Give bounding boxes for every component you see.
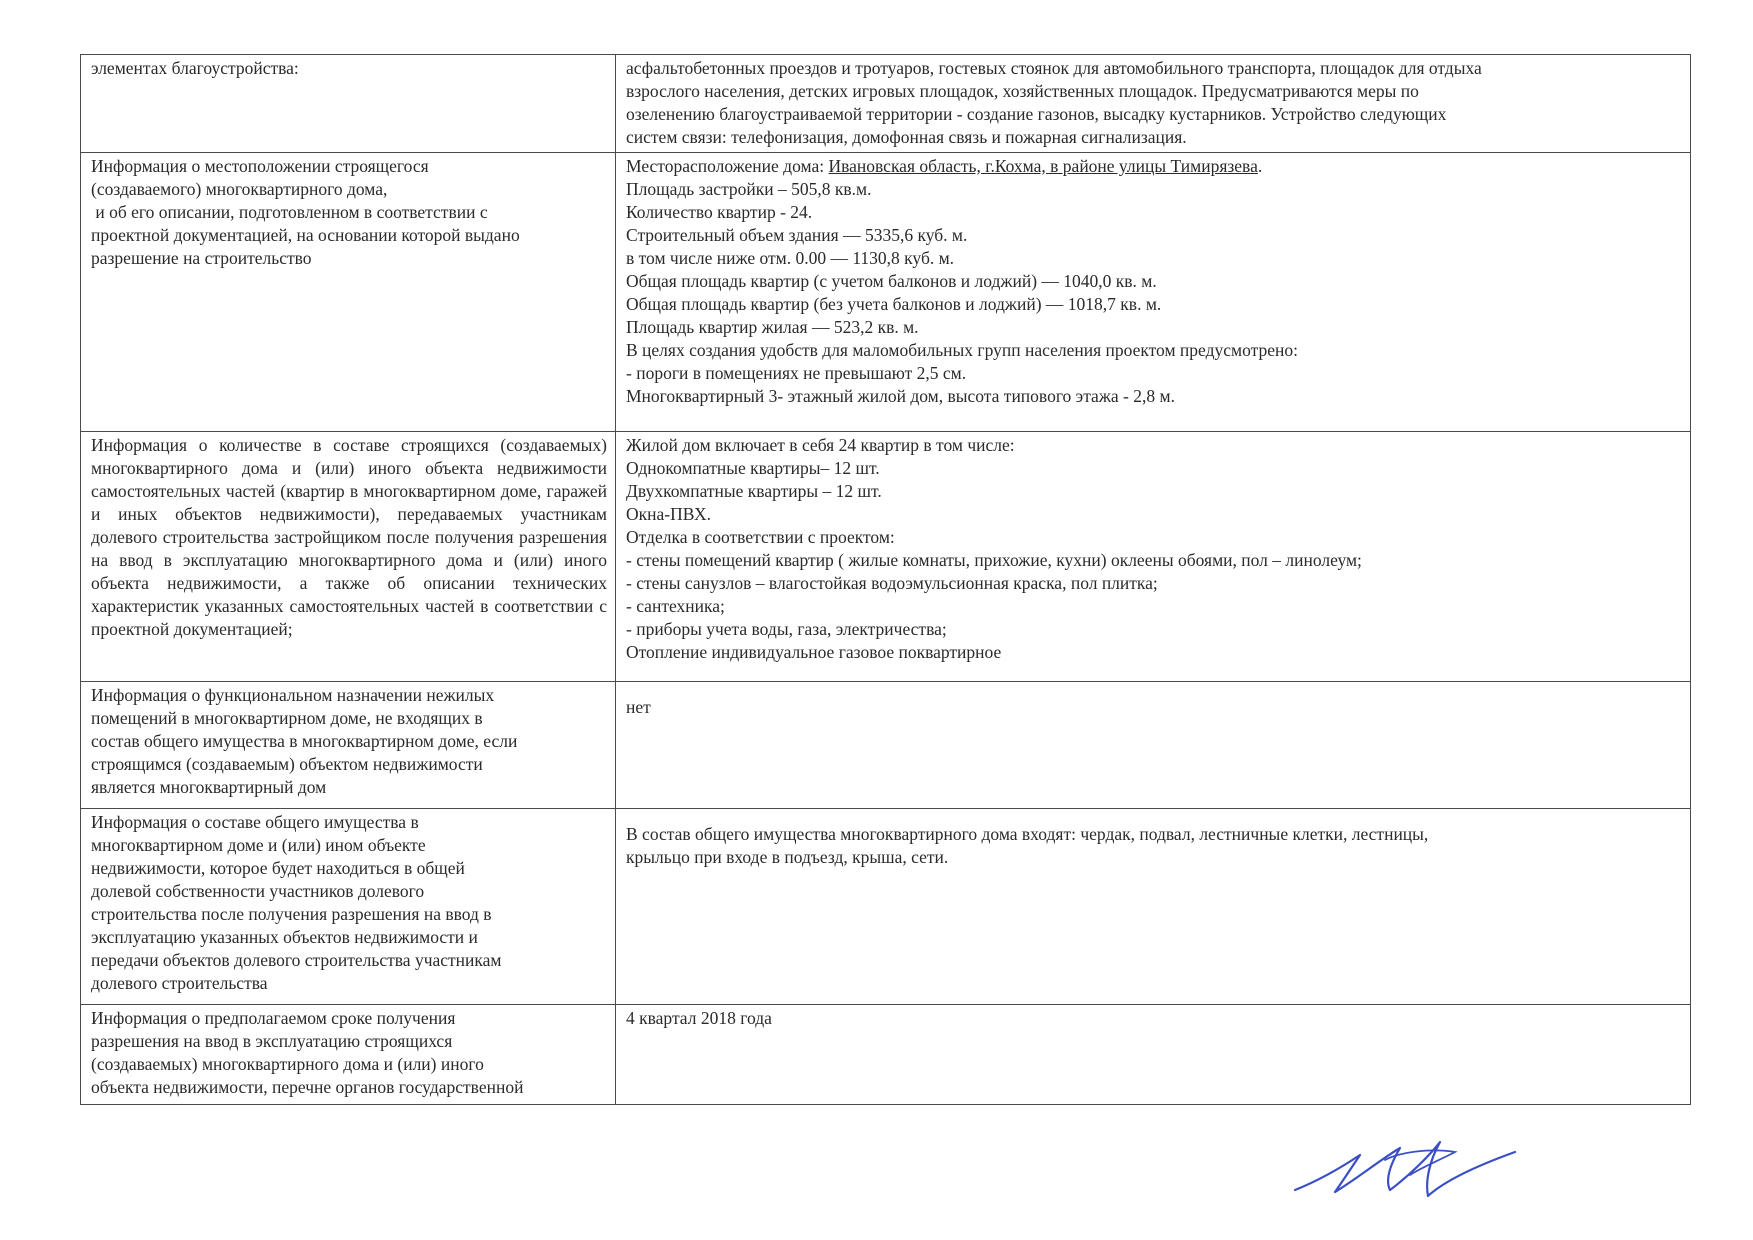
signature-icon bbox=[1290, 1130, 1520, 1210]
row-value-common-property: В состав общего имущества многоквартирного дома входят: чердак, подвал, лестничные клетки, лестницы, крыльцо при входе в подъезд, крыша, сети. bbox=[616, 809, 1691, 1005]
row-value-location: Месторасположение дома: Ивановская область, г.Кохма, в районе улицы Тимирязева. Площадь застройки – 505,8 кв.м. Количество квартир - 24. Строительный объем здания — 5335,6 куб. м. в том числе ниже отм. 0.00 — 1130,8 куб. м. Общая площадь квартир (с учетом балконов и лоджий) — 1040,0 кв. м. Общая площадь квартир (без учета балконов и лоджий) — 1018,7 кв. м. Площадь квартир жилая — 523,2 кв. м. В целях создания удобств для маломобильных групп населения проектом предусмотрено: - пороги в помещениях не превышают 2,5 см. Многоквартирный 3- этажный жилой дом, высота типового этажа - 2,8 м. bbox=[616, 153, 1691, 432]
table-row bbox=[81, 682, 1691, 809]
row-label-common-property: Информация о составе общего имущества в многоквартирном доме и (или) ином объекте недвижимости, которое будет находиться в общей долевой собственности участников долевого строительства после получения разрешения на ввод в эксплуатацию указанных объектов недвижимости и передачи объектов долевого строительства участникам долевого строительства bbox=[81, 809, 616, 1005]
row-label-nonresidential: Информация о функциональном назначении нежилых помещений в многоквартирном доме, не входящих в состав общего имущества в многоквартирном доме, если строящимся (создаваемым) объектом недвижимости является многоквартирный дом bbox=[81, 682, 616, 809]
row-label-permit-term: Информация о предполагаемом сроке получения разрешения на ввод в эксплуатацию строящихся (создаваемых) многоквартирного дома и (или) иного объекта недвижимости, перечне органов государственной bbox=[81, 1005, 616, 1105]
table-row bbox=[81, 1005, 1691, 1105]
row-label-amenities: элементах благоустройства: bbox=[81, 55, 616, 153]
table-row bbox=[81, 809, 1691, 1005]
row-label-parts: Информация о количестве в составе строящихся (создаваемых) многоквартирного дома и (или) иного объекта недвижимости самостоятельных частей (квартир в многоквартирном доме, гаражей и иных объектов недвижимости), передаваемых участникам долевого строительства застройщиком после получения разрешения на ввод в эксплуатацию многоквартирного дома и (или) иного объекта недвижимости, а также об описании технических характеристик указанных самостоятельных частей в соответствии с проектной документацией; bbox=[81, 432, 616, 682]
table-row bbox=[81, 432, 1691, 682]
row-value-permit-term: 4 квартал 2018 года bbox=[616, 1005, 1691, 1105]
row-value-nonresidential: нет bbox=[616, 682, 1691, 809]
row-value-parts: Жилой дом включает в себя 24 квартир в том числе: Однокомпатные квартиры– 12 шт. Двухкомпатные квартиры – 12 шт. Окна-ПВХ. Отделка в соответствии с проектом: - стены помещений квартир ( жилые комнаты, прихожие, кухни) оклеены обоями, пол – линолеум; - стены санузлов – влагостойкая водоэмульсионная краска, пол плитка; - сантехника; - приборы учета воды, газа, электричества; Отопление индивидуальное газовое поквартирное bbox=[616, 432, 1691, 682]
info-table bbox=[80, 54, 1691, 1105]
row-value-amenities: асфальтобетонных проездов и тротуаров, гостевых стоянок для автомобильного транспорта, площадок для отдыха взрослого населения, детских игровых площадок, хозяйственных площадок. Предусматриваются меры по озеленению благоустраиваемой территории - создание газонов, высадку кустарников. Устройство следующих систем связи: телефонизация, домофонная связь и пожарная сигнализация. bbox=[616, 55, 1691, 153]
row-label-location: Информация о местоположении строящегося (создаваемого) многоквартирного дома, и об его описании, подготовленном в соответствии с проектной документацией, на основании которой выдано разрешение на строительство bbox=[81, 153, 616, 432]
location-prefix: Месторасположение дома: bbox=[626, 156, 829, 176]
table-row bbox=[81, 153, 1691, 432]
signature bbox=[1290, 1130, 1520, 1215]
location-address: Ивановская область, г.Кохма, в районе улицы Тимирязева bbox=[828, 156, 1258, 176]
table-row bbox=[81, 55, 1691, 153]
